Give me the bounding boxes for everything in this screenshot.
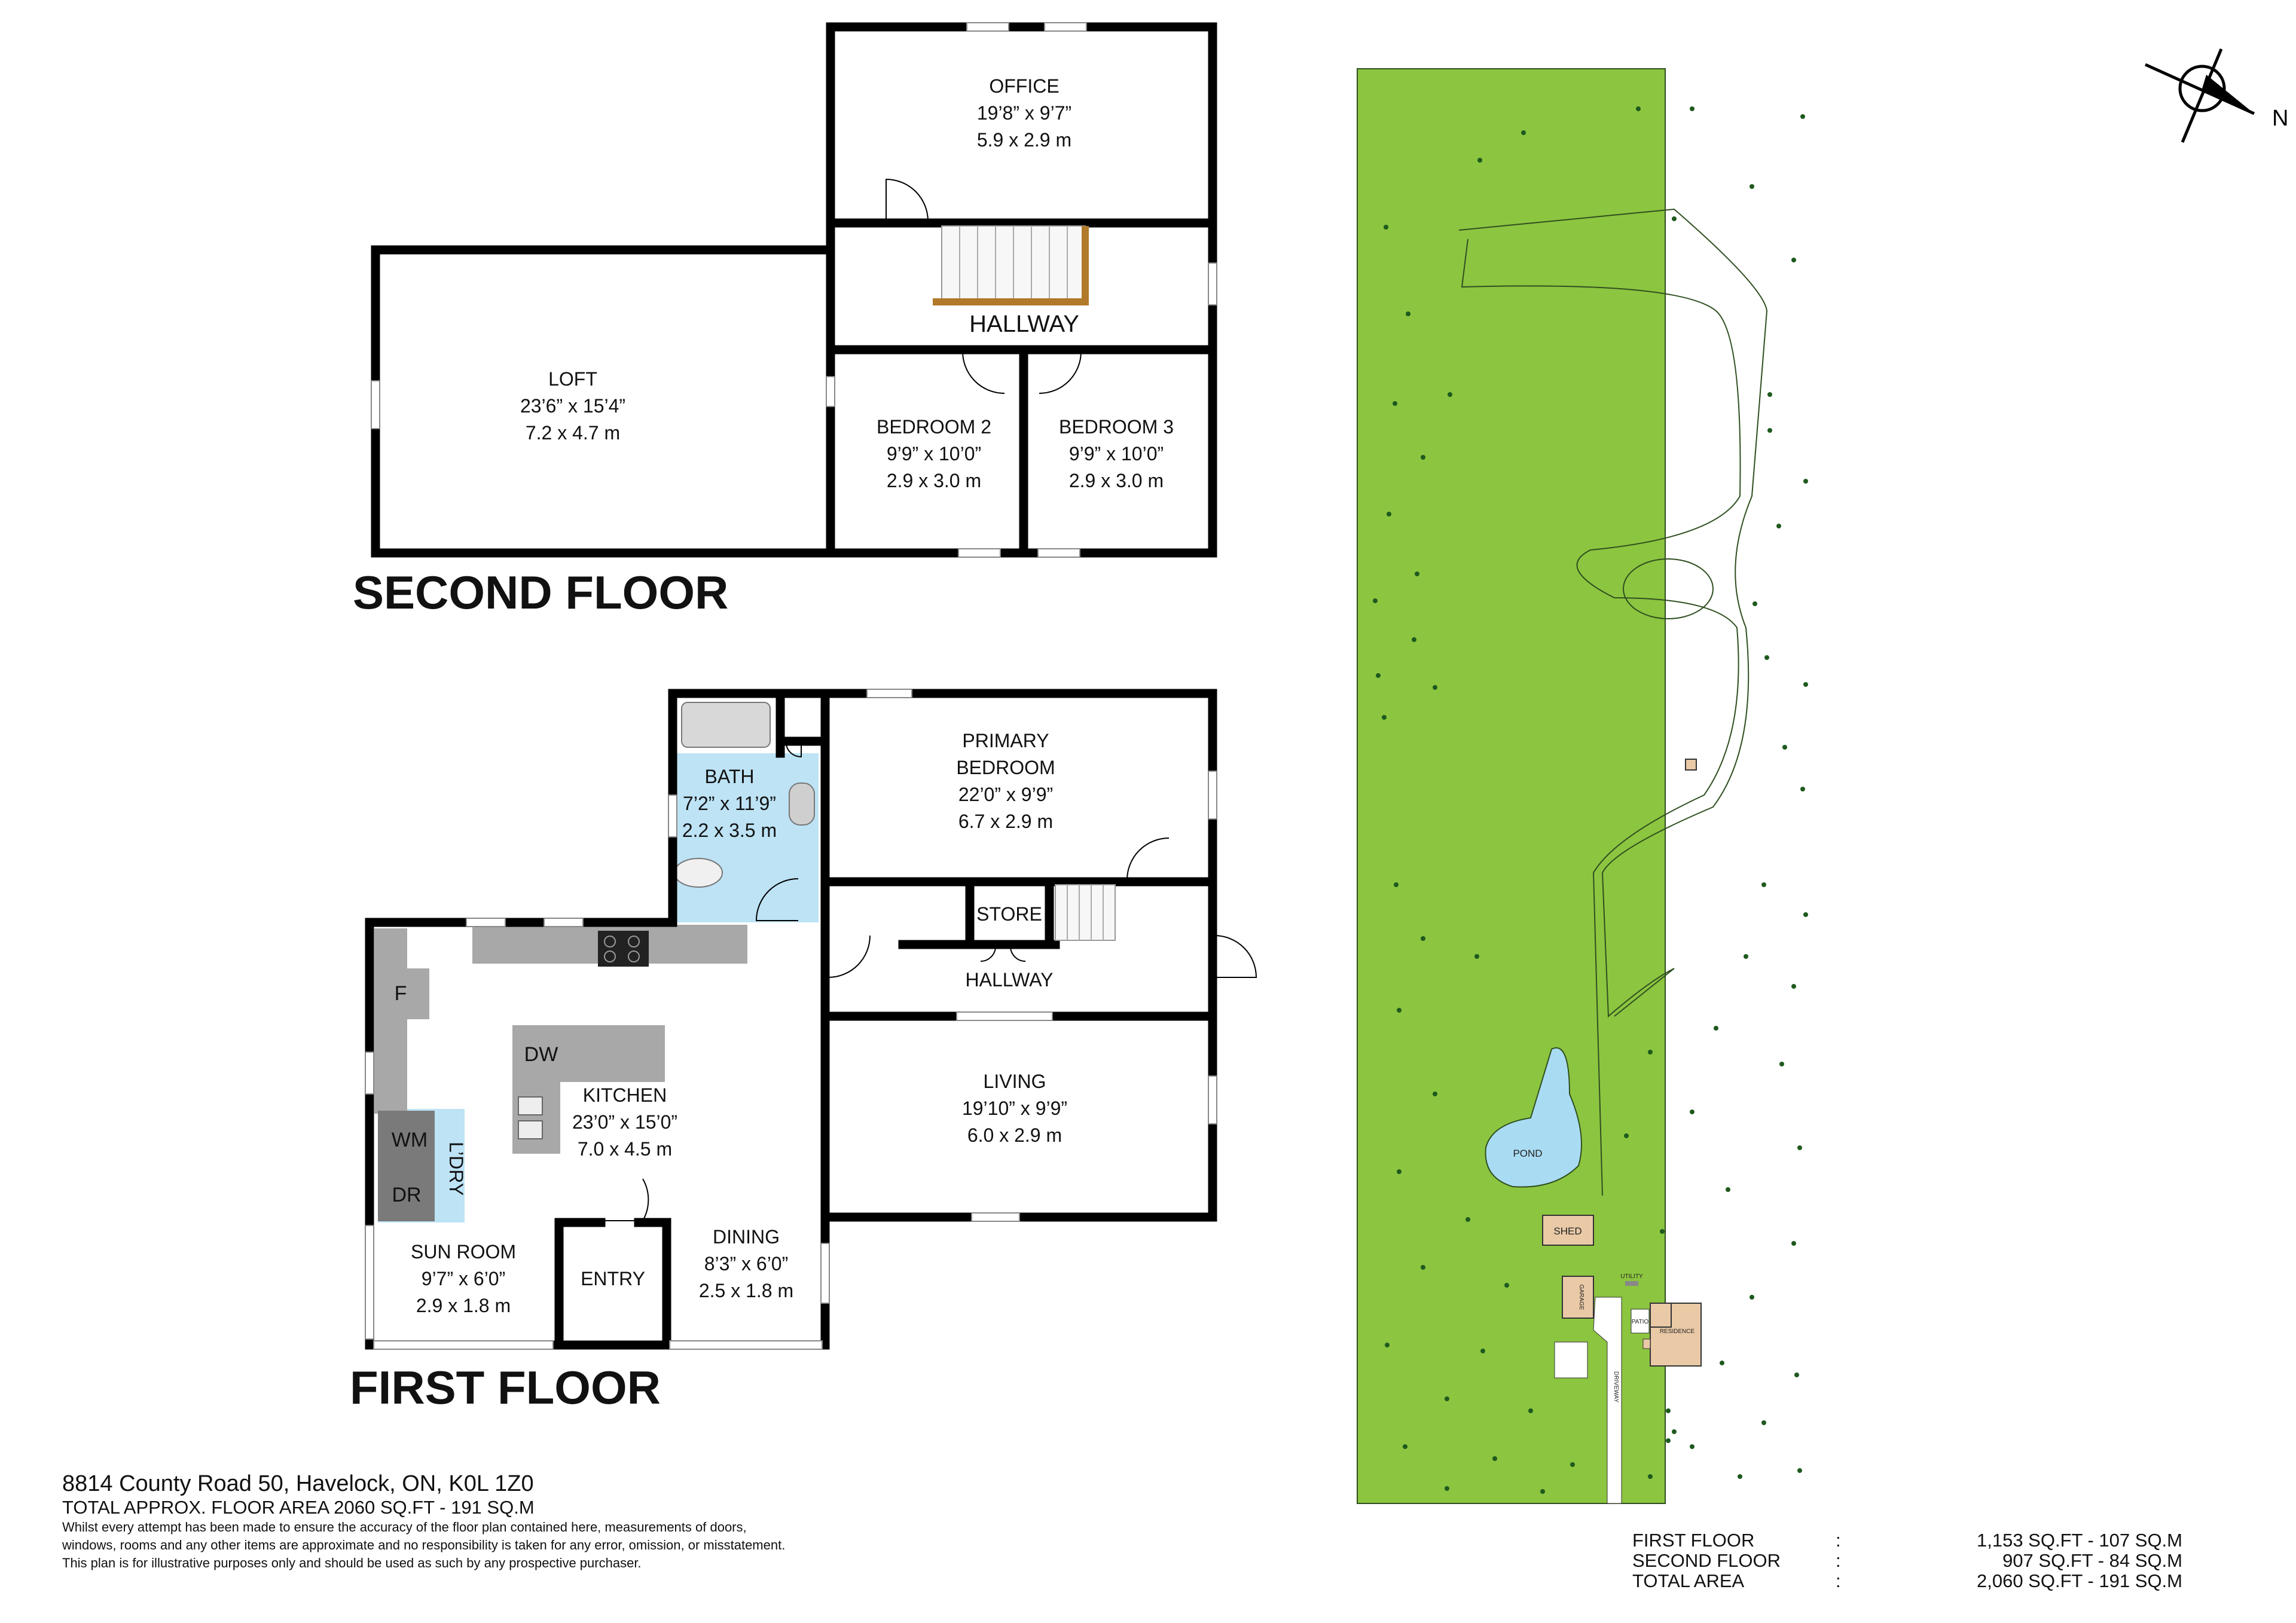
area-row	[1632, 1530, 2182, 1551]
store-name: STORE	[976, 903, 1042, 925]
toilet	[674, 858, 722, 887]
dishwasher-label: DW	[524, 1043, 558, 1066]
office-name: OFFICE	[989, 75, 1060, 97]
bedroom3-name: BEDROOM 3	[1058, 416, 1174, 438]
window	[967, 23, 1009, 31]
bedroom3-imperial: 9’9” x 10’0”	[1068, 443, 1164, 464]
stairs	[1055, 885, 1115, 940]
property-info	[62, 1471, 1079, 1572]
utility	[1625, 1281, 1638, 1286]
patio-label: PATIO	[1631, 1319, 1649, 1325]
area-row-sep: :	[1836, 1550, 1841, 1571]
window	[972, 1213, 1019, 1221]
bath-imperial: 7’2” x 11’9”	[683, 793, 776, 814]
primary-door	[1127, 838, 1169, 880]
first-floor	[350, 689, 1256, 1414]
bedroom2-door	[963, 352, 1004, 393]
window	[668, 795, 677, 837]
second-floor-title: SECOND FLOOR	[353, 566, 729, 619]
area-row-label: FIRST FLOOR	[1632, 1530, 1755, 1551]
sink-bowl	[518, 1097, 542, 1115]
area-row-value: 2,060 SQ.FT - 191 SQ.M	[1976, 1570, 2182, 1591]
laundry-label: L’DRY	[445, 1141, 467, 1196]
bedroom3-metric: 2.9 x 3.0 m	[1068, 470, 1164, 491]
dining-name: DINING	[713, 1226, 780, 1248]
primary-name-2: BEDROOM	[956, 757, 1055, 778]
bath-sink	[789, 783, 814, 825]
window	[670, 1341, 822, 1349]
office-metric: 5.9 x 2.9 m	[976, 129, 1072, 151]
primary-name-1: PRIMARY	[962, 730, 1049, 751]
loft-name: LOFT	[548, 368, 597, 390]
window	[544, 918, 583, 927]
entry-name: ENTRY	[581, 1268, 645, 1289]
total-floor-area: TOTAL APPROX. FLOOR AREA 2060 SQ.FT - 191 SQ.M	[62, 1497, 535, 1518]
primary-metric: 6.7 x 2.9 m	[958, 811, 1054, 832]
window	[821, 1243, 829, 1303]
second-hallway-name: HALLWAY	[969, 311, 1079, 337]
window	[466, 918, 505, 927]
washer-label: WM	[391, 1129, 428, 1151]
window	[1208, 263, 1217, 305]
sunroom-imperial: 9’7” x 6’0”	[421, 1268, 506, 1289]
loft-imperial: 23’6” x 15’4”	[520, 395, 626, 417]
window	[867, 689, 912, 698]
stairs	[933, 226, 1085, 302]
first-floor-title: FIRST FLOOR	[350, 1361, 661, 1414]
window	[1208, 771, 1217, 819]
area-row-value: 1,153 SQ.FT - 107 SQ.M	[1976, 1530, 2182, 1551]
property-address: 8814 County Road 50, Havelock, ON, K0L 1Z0	[62, 1471, 534, 1496]
window	[365, 1225, 374, 1339]
window	[826, 377, 835, 406]
area-summary-table	[1632, 1530, 2182, 1591]
office-door	[886, 179, 928, 221]
cooktop	[598, 931, 649, 967]
fridge-label: F	[394, 982, 407, 1005]
garage-label: GARAGE	[1578, 1284, 1584, 1310]
area-row-sep: :	[1836, 1570, 1841, 1591]
bedroom2-name: BEDROOM 2	[876, 416, 992, 438]
entry-door	[601, 1179, 648, 1221]
dining-metric: 2.5 x 1.8 m	[698, 1280, 794, 1301]
residence-label: RESIDENCE	[1659, 1328, 1695, 1335]
pond-label: POND	[1513, 1148, 1543, 1159]
bedroom2-metric: 2.9 x 3.0 m	[886, 470, 982, 491]
window	[371, 381, 380, 429]
side-entry-door	[1214, 936, 1256, 977]
kitchen-hall-door	[828, 936, 870, 977]
bedroom3-door	[1039, 352, 1081, 393]
window	[1045, 23, 1086, 31]
living-name: LIVING	[983, 1071, 1046, 1092]
disclaimer-line-2: windows, rooms and any other items are approximate and no responsibility is taken for any error, omission, or misstatement.	[62, 1538, 786, 1552]
kitchen-counter-left	[374, 928, 407, 1114]
area-row-label: SECOND FLOOR	[1632, 1550, 1781, 1571]
area-row	[1632, 1571, 2182, 1591]
dining-imperial: 8’3” x 6’0”	[704, 1253, 789, 1274]
bath-metric: 2.2 x 3.5 m	[682, 820, 777, 841]
lot	[1357, 69, 1665, 1503]
bedroom2-imperial: 9’9” x 10’0”	[886, 443, 982, 464]
living-imperial: 19’10” x 9’9”	[961, 1098, 1068, 1119]
parking-pad	[1555, 1342, 1587, 1378]
sunroom-name: SUN ROOM	[411, 1241, 516, 1263]
window	[365, 1052, 374, 1094]
dryer-label: DR	[392, 1184, 422, 1206]
utility-label: UTILITY	[1620, 1273, 1643, 1280]
bathtub	[682, 702, 770, 747]
compass-north-label: N	[2272, 106, 2289, 131]
disclaimer-line-1: Whilst every attempt has been made to ensure the accuracy of the floor plan contained here, measurements of doors,	[62, 1520, 747, 1535]
small-structure	[1686, 759, 1696, 770]
site-plan	[1357, 49, 2288, 1503]
shed-label: SHED	[1553, 1225, 1582, 1237]
bath-name: BATH	[704, 766, 755, 787]
kitchen-metric: 7.0 x 4.5 m	[577, 1138, 673, 1160]
primary-imperial: 22’0” x 9’9”	[958, 784, 1054, 805]
second-floor	[353, 23, 1217, 619]
area-row-value: 907 SQ.FT - 84 SQ.M	[2002, 1550, 2182, 1571]
kitchen-name: KITCHEN	[582, 1084, 667, 1106]
patio-door	[957, 1012, 1052, 1020]
sunroom-metric: 2.9 x 1.8 m	[416, 1295, 511, 1316]
sink-bowl	[518, 1121, 542, 1139]
kitchen-imperial: 23’0” x 15’0”	[572, 1111, 678, 1133]
first-hallway-name: HALLWAY	[965, 969, 1054, 991]
office-imperial: 19’8” x 9’7”	[976, 102, 1072, 124]
window	[958, 549, 1000, 557]
loft-metric: 7.2 x 4.7 m	[525, 422, 621, 444]
living-metric: 6.0 x 2.9 m	[967, 1124, 1062, 1146]
island-sink	[512, 1082, 560, 1154]
garage	[1562, 1276, 1593, 1318]
area-row-label: TOTAL AREA	[1632, 1570, 1745, 1591]
north-compass	[2145, 49, 2288, 142]
window	[374, 1341, 553, 1349]
residence-wing	[1650, 1303, 1671, 1327]
disclaimer-line-3: This plan is for illustrative purposes only and should be used as such by any prospective purchaser.	[62, 1555, 642, 1570]
window	[1038, 549, 1080, 557]
area-row	[1632, 1551, 2182, 1571]
area-row-sep: :	[1836, 1530, 1841, 1551]
window	[1208, 1076, 1217, 1124]
driveway-label: DRIVEWAY	[1613, 1371, 1619, 1403]
